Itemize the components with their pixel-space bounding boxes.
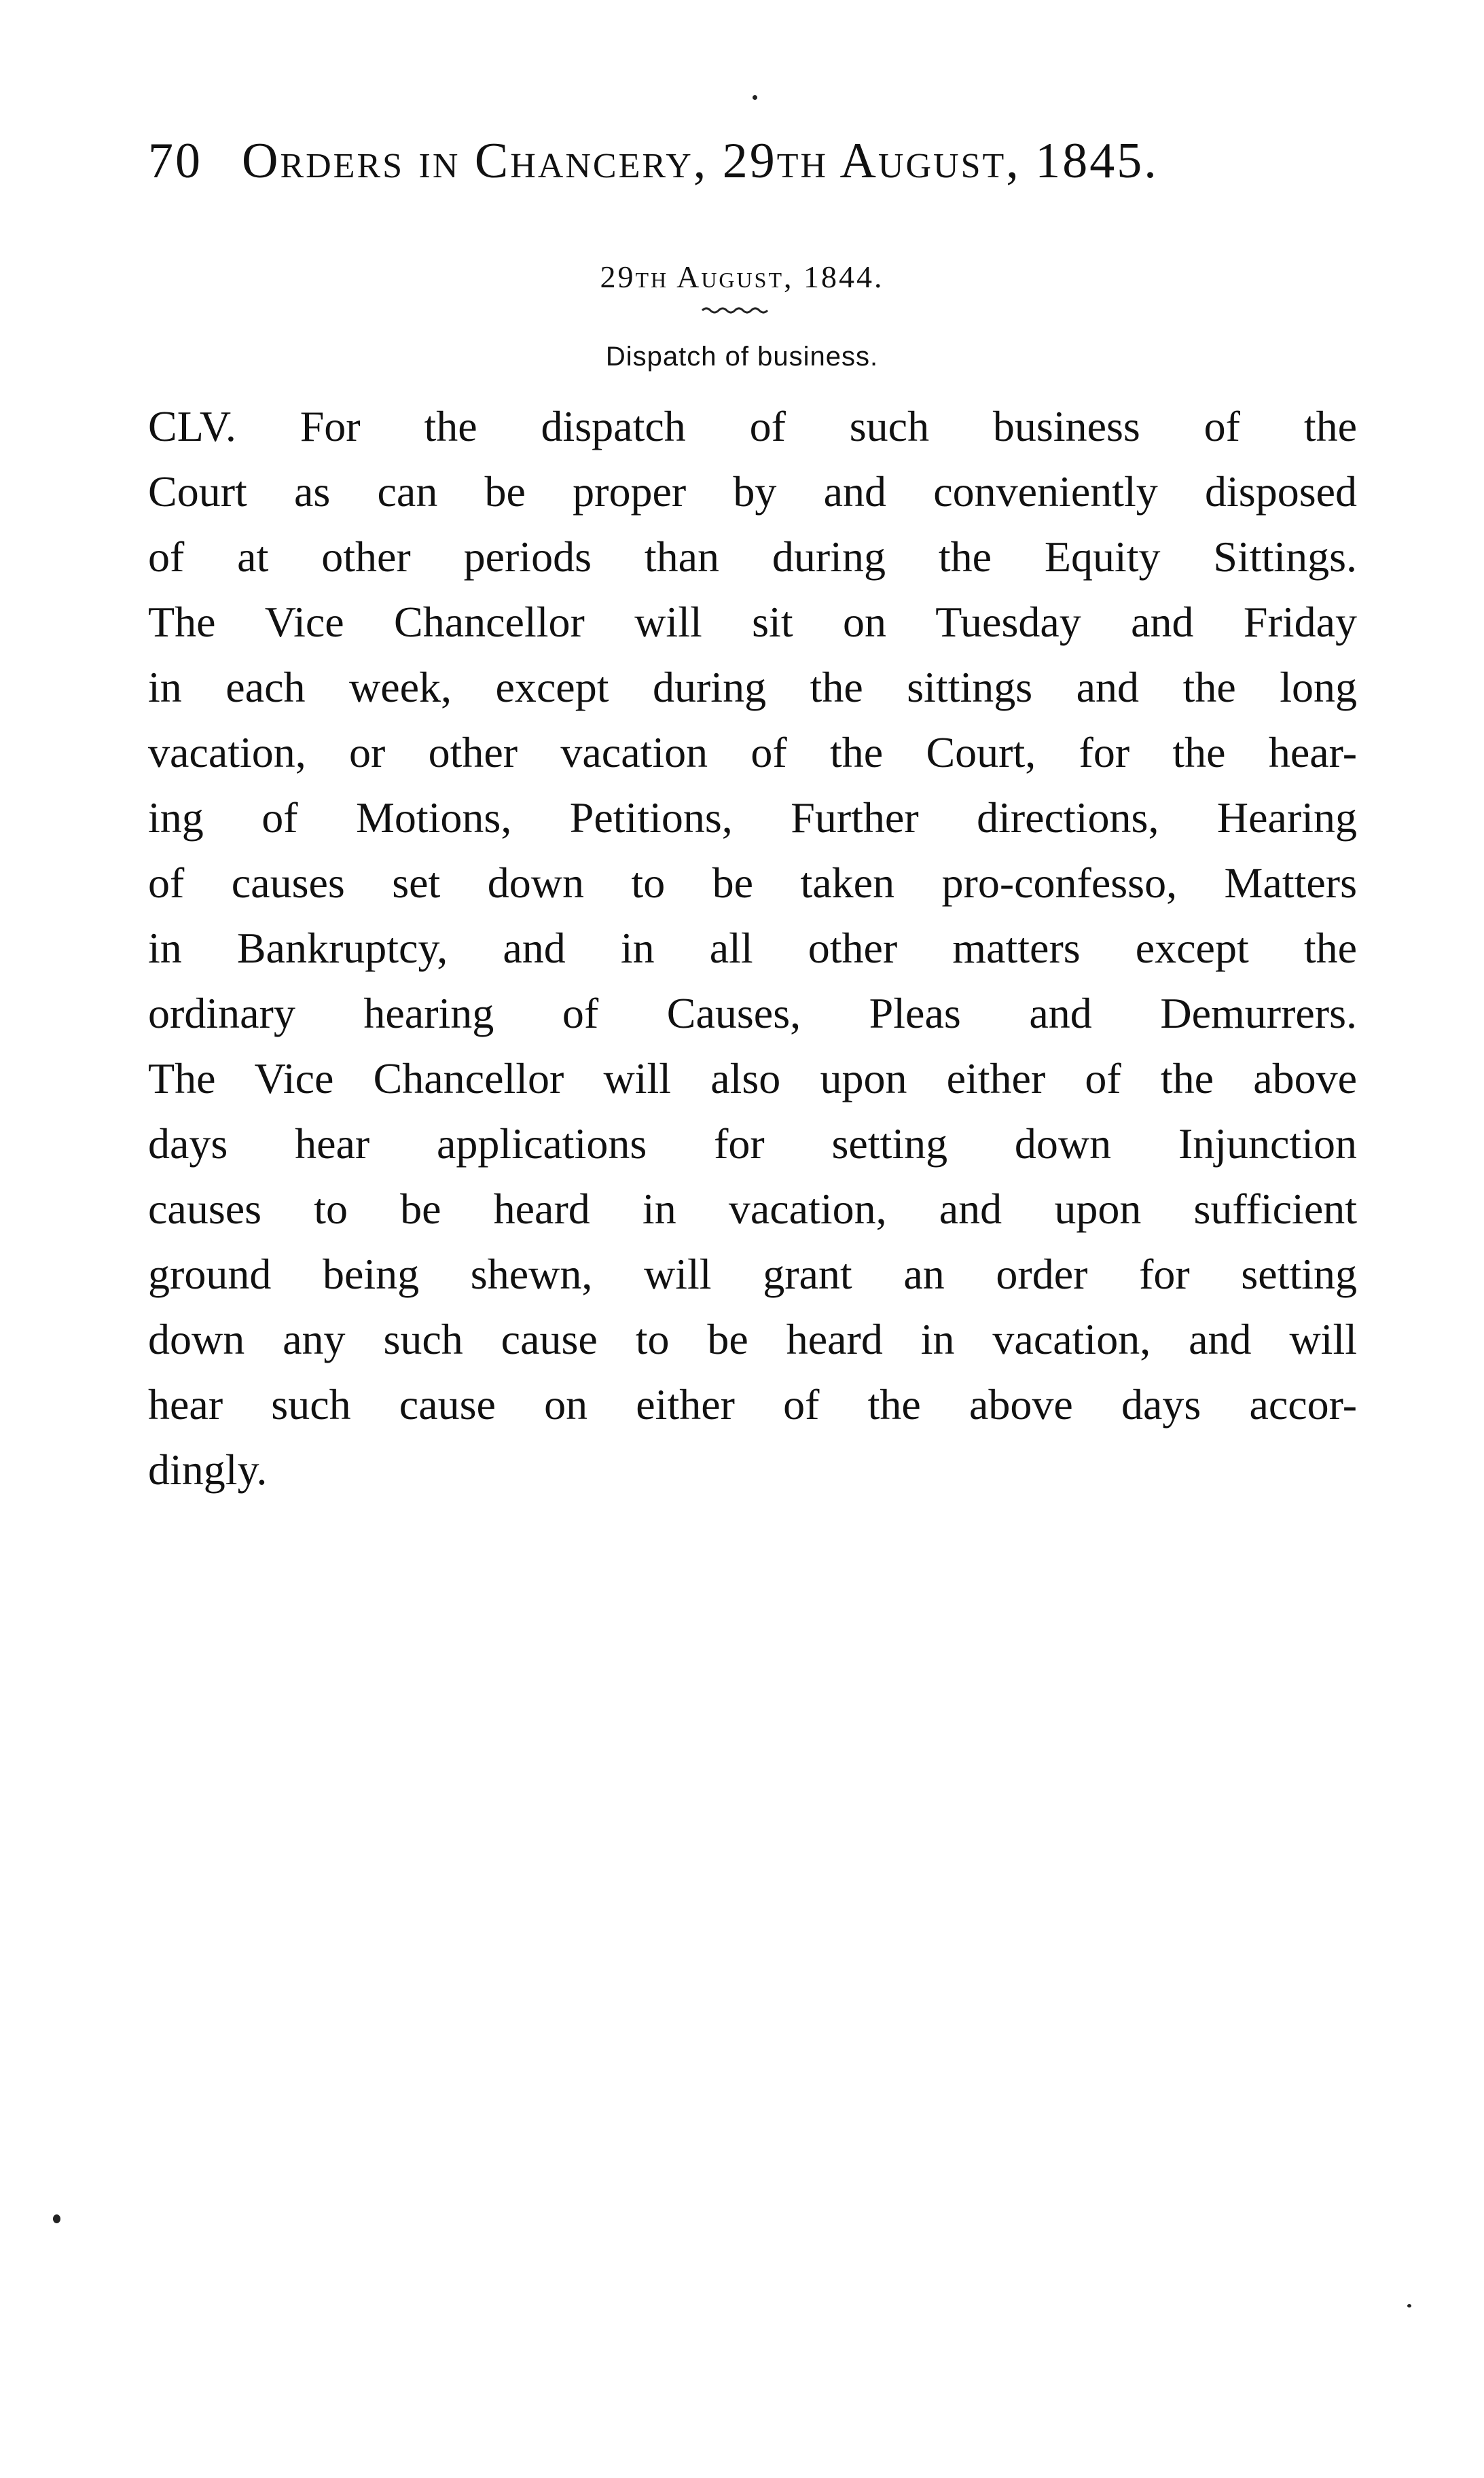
ink-speck	[753, 95, 757, 100]
running-head	[148, 133, 1357, 189]
order-body	[148, 394, 1357, 1503]
body-line: CLV. For the dispatch of such business of the	[148, 402, 1357, 450]
body-line: down any such cause to be heard in vacation, and will	[148, 1315, 1357, 1363]
body-line: Court as can be proper by and conveniently disposed	[148, 467, 1357, 516]
side-note: Dispatch of business.	[605, 342, 879, 372]
body-line: vacation, or other vacation of the Court, for the hear-	[148, 728, 1357, 776]
body-line: ing of Motions, Petitions, Further directions, Hearing	[148, 793, 1357, 842]
body-line: in Bankruptcy, and in all other matters except the	[148, 924, 1357, 972]
body-line: in each week, except during the sittings and the long	[148, 663, 1357, 711]
page-number: 70	[148, 133, 202, 189]
body-line: days hear applications for setting down Injunction	[148, 1119, 1357, 1168]
body-line: ordinary hearing of Causes, Pleas and Demurrers.	[148, 989, 1357, 1037]
body-line: hear such cause on either of the above days accor-	[148, 1380, 1357, 1429]
ink-speck	[53, 2214, 60, 2223]
body-line: The Vice Chancellor will also upon either of the above	[148, 1054, 1357, 1102]
order-date: 29th August, 1844.	[600, 259, 884, 294]
ink-speck	[1407, 2304, 1411, 2308]
body-line: causes to be heard in vacation, and upon sufficient	[148, 1185, 1357, 1233]
body-line: dingly.	[148, 1446, 268, 1494]
body-line: The Vice Chancellor will sit on Tuesday and Friday	[148, 598, 1357, 646]
body-line: of causes set down to be taken pro-confesso, Matters	[148, 859, 1357, 907]
wavy-rule-ornament	[701, 306, 769, 315]
body-line: of at other periods than during the Equity Sittings.	[148, 533, 1357, 581]
running-head-title: Orders in Chancery, 29th August, 1845.	[242, 133, 1159, 189]
body-line: ground being shewn, will grant an order for setting	[148, 1250, 1357, 1298]
